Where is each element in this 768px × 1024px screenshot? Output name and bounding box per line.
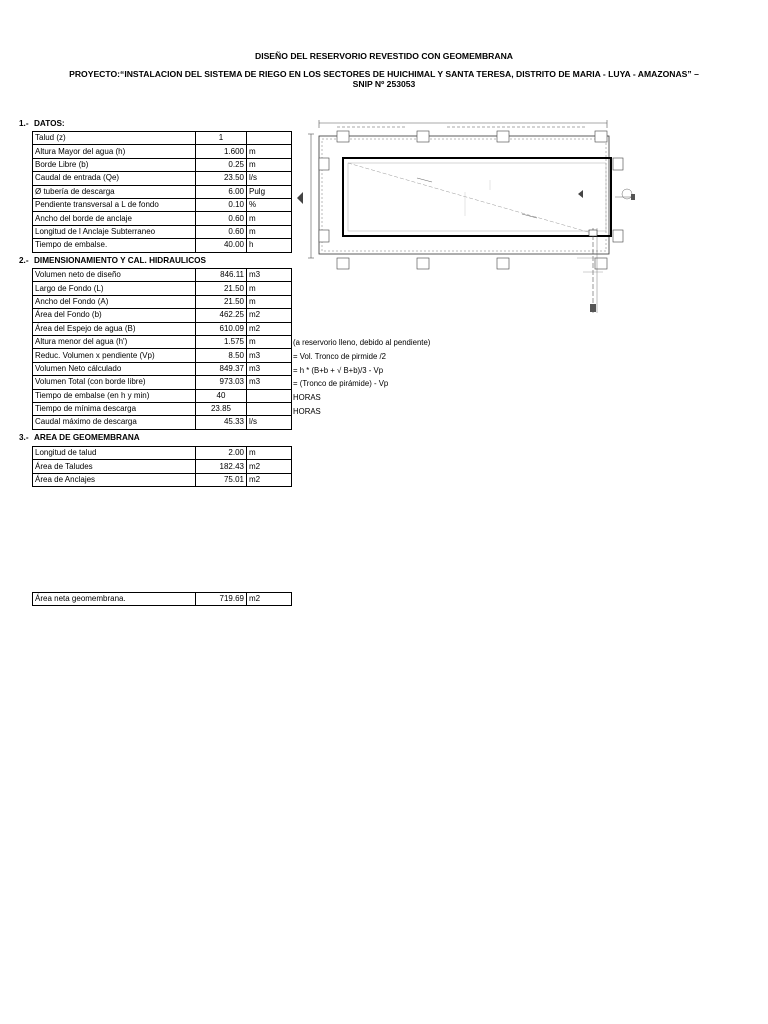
row-unit <box>247 132 292 145</box>
reservoir-plan-drawing <box>297 118 637 323</box>
row-label: Ancho del borde de anclaje <box>33 212 196 225</box>
row-label: Tiempo de embalse. <box>33 239 196 252</box>
row-value: 6.00 <box>196 185 247 198</box>
table-row <box>33 212 292 225</box>
row-label: Reduc. Volumen x pendiente (Vp) <box>33 349 196 362</box>
row-value: 8.50 <box>196 349 247 362</box>
row-unit: m3 <box>247 269 292 282</box>
table-row <box>33 158 292 171</box>
row-value: 21.50 <box>196 282 247 295</box>
table-row <box>33 362 292 375</box>
row-value: 462.25 <box>196 309 247 322</box>
table-row <box>33 295 292 308</box>
row-label: Largo de Fondo (L) <box>33 282 196 295</box>
section-title: DIMENSIONAMIENTO Y CAL. HIDRAULICOS <box>34 256 206 265</box>
row-value: 1.575 <box>196 335 247 348</box>
row-label: Tiempo de mínima descarga <box>33 402 196 415</box>
table-row <box>33 416 292 429</box>
row-value: 0.10 <box>196 198 247 211</box>
row-label: Borde Libre (b) <box>33 158 196 171</box>
row-label: Ancho del Fondo (A) <box>33 295 196 308</box>
row-unit: m3 <box>247 376 292 389</box>
table-row <box>33 447 292 460</box>
row-unit: l/s <box>247 416 292 429</box>
row-label: Talud (z) <box>33 132 196 145</box>
row-value: 23.50 <box>196 172 247 185</box>
note-tiempo-embalse-unit: HORAS <box>293 393 321 402</box>
table-row <box>33 132 292 145</box>
row-unit: Pulg <box>247 185 292 198</box>
row-unit <box>247 402 292 415</box>
row-unit <box>247 389 292 402</box>
row-value: 1.600 <box>196 145 247 158</box>
row-unit: m3 <box>247 362 292 375</box>
row-value: 21.50 <box>196 295 247 308</box>
section-number: 1.- <box>19 119 29 128</box>
table-row <box>33 335 292 348</box>
row-unit: m2 <box>247 309 292 322</box>
table-row <box>33 473 292 486</box>
row-unit: m <box>247 282 292 295</box>
page-title: DISEÑO DEL RESERVORIO REVESTIDO CON GEOMEMBRANA <box>254 51 513 61</box>
datos-table <box>32 131 292 253</box>
row-value: 0.25 <box>196 158 247 171</box>
row-value: 846.11 <box>196 269 247 282</box>
table-row <box>33 402 292 415</box>
section-title: DATOS: <box>34 119 65 128</box>
row-unit: l/s <box>247 172 292 185</box>
table-row <box>33 145 292 158</box>
section-dimensionamiento-heading <box>19 256 206 265</box>
row-value: 45.33 <box>196 416 247 429</box>
table-row <box>33 172 292 185</box>
row-value: 182.43 <box>196 460 247 473</box>
section-number: 3.- <box>19 433 29 442</box>
row-value: 75.01 <box>196 473 247 486</box>
row-label: Área del Fondo (b) <box>33 309 196 322</box>
section-datos-heading <box>19 119 65 128</box>
row-unit: m2 <box>247 473 292 486</box>
row-label: Volumen Total (con borde libre) <box>33 376 196 389</box>
row-label: Caudal de entrada (Qe) <box>33 172 196 185</box>
table-row <box>33 198 292 211</box>
table-row <box>33 376 292 389</box>
row-value: 2.00 <box>196 447 247 460</box>
row-unit: m2 <box>247 322 292 335</box>
table-row <box>33 389 292 402</box>
row-label: Pendiente transversal a L de fondo <box>33 198 196 211</box>
note-altura-menor: (a reservorio lleno, debido al pendiente) <box>293 338 431 347</box>
row-unit: m <box>247 225 292 238</box>
row-label: Altura menor del agua (h') <box>33 335 196 348</box>
row-unit: m <box>247 447 292 460</box>
section-arrow-icon <box>297 192 303 204</box>
table-row <box>33 309 292 322</box>
row-label: Longitud de l Anclaje Subterraneo <box>33 225 196 238</box>
row-label: Caudal máximo de descarga <box>33 416 196 429</box>
note-volumen-neto: = h * (B+b + √ B+b)/3 - Vp <box>293 366 384 375</box>
row-value: 0.60 <box>196 212 247 225</box>
project-line-1: PROYECTO:“INSTALACION DEL SISTEMA DE RIEGO EN LOS SECTORES DE HUICHIMAL Y SANTA TERESA, DISTRITO DE MARIA - LUYA - AMAZONAS” – <box>69 69 699 79</box>
row-unit: m <box>247 212 292 225</box>
note-volumen-total: = (Tronco de pirámide) - Vp <box>293 379 389 388</box>
row-unit: m3 <box>247 349 292 362</box>
row-label: Área del Espejo de agua (B) <box>33 322 196 335</box>
row-value: 973.03 <box>196 376 247 389</box>
row-label: Área de Anclajes <box>33 473 196 486</box>
row-label: Tiempo de embalse (en h y min) <box>33 389 196 402</box>
discharge-valve-icon <box>590 304 596 312</box>
table-row <box>33 225 292 238</box>
table-row <box>33 460 292 473</box>
row-unit: m <box>247 295 292 308</box>
table-row <box>33 239 292 252</box>
geomembrana-table <box>32 446 292 487</box>
row-value: 849.37 <box>196 362 247 375</box>
row-value: 1 <box>196 132 247 145</box>
dimensionamiento-table <box>32 268 292 430</box>
row-unit: % <box>247 198 292 211</box>
row-value: 0.60 <box>196 225 247 238</box>
valve-icon <box>622 189 632 199</box>
table-row <box>33 349 292 362</box>
row-value: 40.00 <box>196 239 247 252</box>
row-label: Volumen neto de diseño <box>33 269 196 282</box>
note-tiempo-descarga-unit: HORAS <box>293 407 321 416</box>
row-value: 40 <box>196 389 247 402</box>
project-line-2: SNIP Nº 253053 <box>352 79 416 89</box>
table-row <box>33 185 292 198</box>
row-label: Área de Taludes <box>33 460 196 473</box>
table-row <box>33 593 292 606</box>
row-label: Volumen Neto cálculado <box>33 362 196 375</box>
table-row <box>33 322 292 335</box>
row-value: 23.85 <box>196 402 247 415</box>
section-title: AREA DE GEOMEMBRANA <box>34 433 140 442</box>
table-row <box>33 269 292 282</box>
row-label: Longitud de talud <box>33 447 196 460</box>
table-row <box>33 282 292 295</box>
row-label: Ø tubería de descarga <box>33 185 196 198</box>
row-label: Área neta geomembrana. <box>33 593 196 606</box>
row-value: 610.09 <box>196 322 247 335</box>
section-number: 2.- <box>19 256 29 265</box>
section-geomembrana-heading <box>19 433 140 442</box>
row-value: 719.69 <box>196 593 247 606</box>
row-label: Altura Mayor del agua (h) <box>33 145 196 158</box>
anchor-block <box>337 131 349 142</box>
row-unit: m <box>247 158 292 171</box>
area-neta-table <box>32 592 292 606</box>
note-reduc-volumen: = Vol. Tronco de pirmide /2 <box>293 352 386 361</box>
slope-line <box>348 163 595 234</box>
row-unit: h <box>247 239 292 252</box>
row-unit: m <box>247 335 292 348</box>
row-unit: m2 <box>247 593 292 606</box>
row-unit: m <box>247 145 292 158</box>
reservoir-bottom-outline <box>343 158 611 236</box>
row-unit: m2 <box>247 460 292 473</box>
